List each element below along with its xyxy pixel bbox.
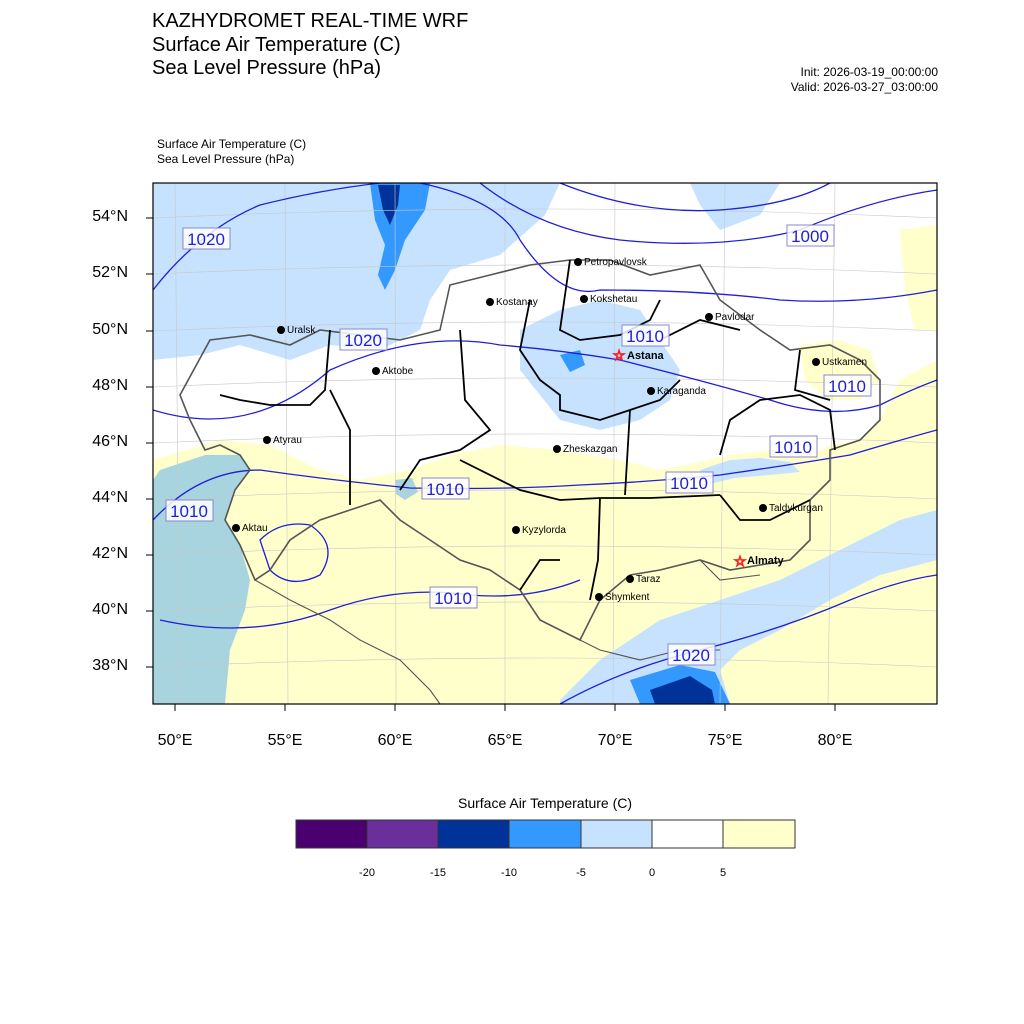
map-title: KAZHYDROMET REAL-TIME WRF	[152, 10, 469, 32]
svg-text:Kokshetau: Kokshetau	[590, 294, 638, 305]
lat-label: 50°N	[92, 321, 128, 338]
svg-text:1010: 1010	[170, 502, 208, 521]
city-taldykurgan	[759, 503, 823, 514]
colorbar-swatch	[438, 820, 509, 848]
svg-text:Uralsk: Uralsk	[287, 325, 316, 336]
isobar-label	[430, 587, 477, 608]
lon-label: 55°E	[267, 732, 303, 749]
svg-text:Karaganda: Karaganda	[657, 386, 706, 397]
svg-text:Shymkent: Shymkent	[605, 592, 650, 603]
svg-text:Kyzylorda: Kyzylorda	[522, 525, 566, 536]
colorbar-swatch	[509, 820, 581, 848]
svg-text:Atyrau: Atyrau	[273, 435, 302, 446]
colorbar-label: -15	[430, 867, 446, 879]
colorbar-swatch	[723, 820, 795, 848]
isobar-label	[183, 228, 230, 249]
lat-label: 46°N	[92, 433, 128, 450]
svg-text:Pavlodar: Pavlodar	[715, 312, 755, 323]
svg-text:1020: 1020	[672, 646, 710, 665]
svg-text:Ustkamen: Ustkamen	[822, 357, 868, 368]
svg-text:Almaty: Almaty	[747, 555, 784, 567]
svg-text:1020: 1020	[344, 331, 382, 350]
svg-text:Astana: Astana	[627, 350, 664, 362]
isobar-label	[770, 436, 817, 457]
svg-text:1010: 1010	[626, 327, 664, 346]
colorbar-swatch	[652, 820, 723, 848]
colorbar-label: -10	[501, 867, 517, 879]
city-almaty	[734, 553, 785, 569]
svg-text:Aktobe: Aktobe	[382, 366, 414, 377]
svg-text:1010: 1010	[670, 474, 708, 493]
colorbar-title: Surface Air Temperature (C)	[457, 795, 633, 811]
svg-text:1000: 1000	[791, 227, 829, 246]
svg-text:Taraz: Taraz	[636, 574, 661, 585]
lat-label: 52°N	[92, 264, 128, 281]
lon-label: 50°E	[157, 732, 193, 749]
colorbar-swatch	[296, 820, 367, 848]
field-title-pressure: Sea Level Pressure (hPa)	[152, 57, 382, 79]
lat-label: 54°N	[92, 208, 128, 225]
svg-text:1020: 1020	[187, 230, 225, 249]
colorbar-label: 5	[719, 867, 727, 879]
lat-label: 44°N	[92, 489, 128, 506]
svg-text:☆: ☆	[733, 553, 747, 569]
city-astana	[613, 347, 665, 363]
svg-text:1010: 1010	[426, 480, 464, 499]
lon-label: 60°E	[377, 732, 413, 749]
svg-text:Taldykurgan: Taldykurgan	[769, 503, 823, 514]
colorbar	[295, 819, 797, 849]
lat-label: 38°N	[92, 657, 128, 674]
svg-text:1010: 1010	[434, 589, 472, 608]
lon-label: 80°E	[817, 732, 853, 749]
isobar-label	[787, 225, 834, 246]
svg-text:Aktau: Aktau	[242, 523, 268, 534]
colorbar-label: 0	[648, 867, 656, 879]
svg-text:1010: 1010	[774, 438, 812, 457]
lat-label: 40°N	[92, 601, 128, 618]
lon-label: 75°E	[707, 732, 743, 749]
svg-text:Zheskazgan: Zheskazgan	[563, 444, 618, 455]
subtitle-pressure: Sea Level Pressure (hPa)	[157, 152, 295, 166]
isobar-label	[166, 500, 213, 521]
colorbar-swatch	[581, 820, 652, 848]
colorbar-label: -20	[359, 867, 375, 879]
isobar-label	[668, 644, 715, 665]
svg-text:Kostanay: Kostanay	[496, 297, 538, 308]
isobar-label	[666, 472, 713, 493]
city-petropavlovsk	[574, 257, 648, 268]
colorbar-label: -5	[576, 867, 586, 879]
lat-label: 48°N	[92, 377, 128, 394]
city-zheskazgan	[553, 444, 617, 455]
svg-text:1010: 1010	[828, 377, 866, 396]
lon-label: 65°E	[487, 732, 523, 749]
lat-label: 42°N	[92, 545, 128, 562]
isobar-label	[340, 329, 387, 350]
valid-time: Valid: 2026-03-27_03:00:00	[790, 80, 938, 94]
isobar-label	[824, 375, 871, 396]
isobar-label	[422, 478, 469, 499]
field-title-temperature: Surface Air Temperature (C)	[152, 34, 401, 56]
colorbar-swatch	[367, 820, 438, 848]
subtitle-temperature: Surface Air Temperature (C)	[157, 137, 307, 151]
svg-text:Petropavlovsk: Petropavlovsk	[584, 257, 647, 268]
lon-label: 70°E	[597, 732, 633, 749]
isobar-label	[622, 325, 669, 346]
svg-text:☆: ☆	[612, 347, 626, 363]
init-time: Init: 2026-03-19_00:00:00	[800, 65, 938, 79]
